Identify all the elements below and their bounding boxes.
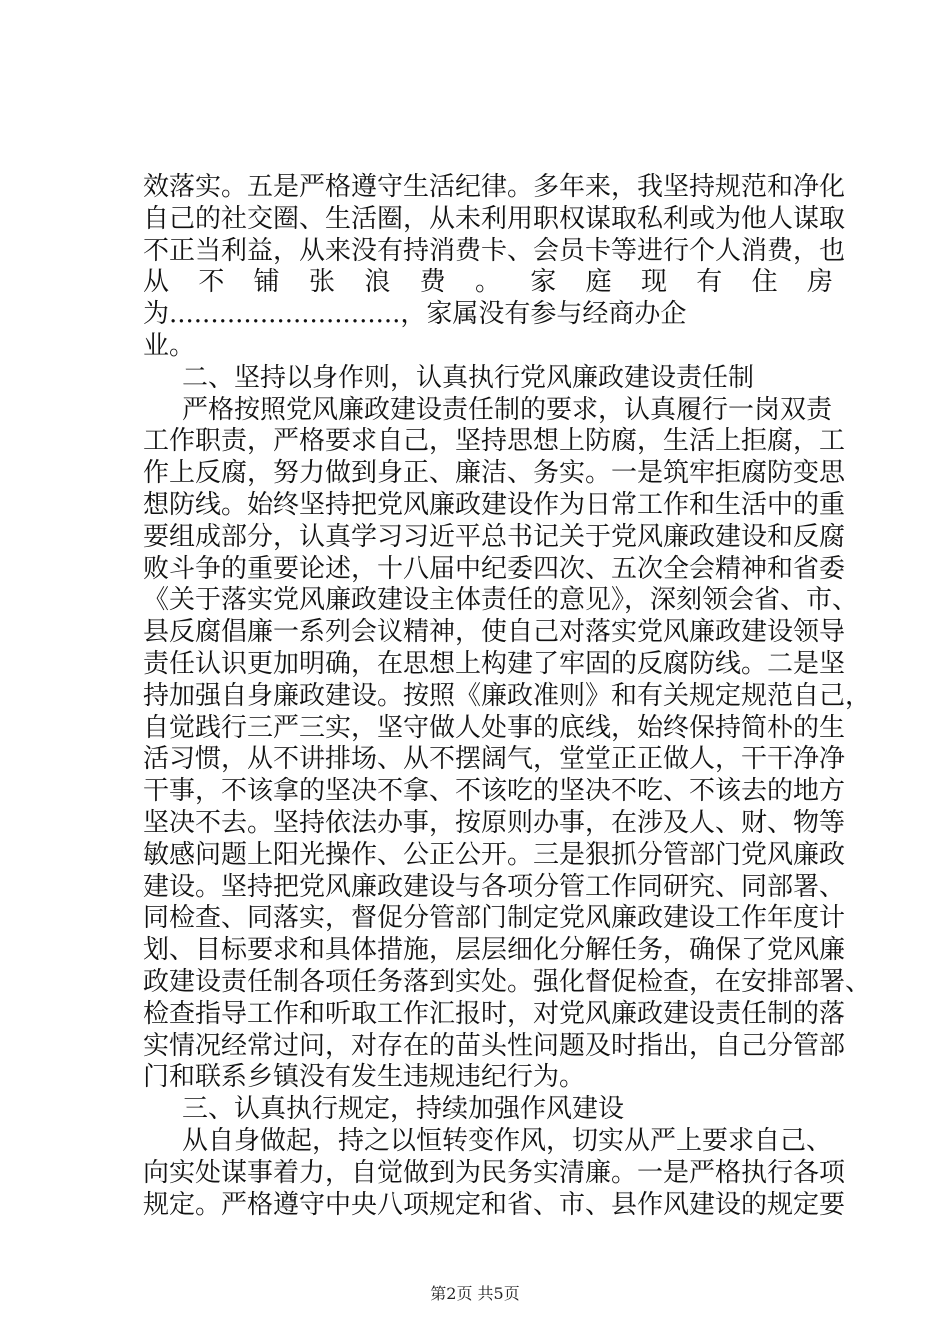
text-line: 门和联系乡镇没有发生违规违纪行为。 xyxy=(143,1062,586,1093)
char: 现 xyxy=(640,267,667,298)
char: 。 xyxy=(474,267,501,298)
text-line: 政建设责任制各项任务落到实处。强化督促检查，在安排部署、 xyxy=(143,966,872,997)
section-heading: 三、认真执行规定，持续加强作风建设 xyxy=(182,1094,625,1125)
text-line: 想防线。始终坚持把党风廉政建设作为日常工作和生活中的重 xyxy=(143,489,846,520)
text-line: 向实处谋事着力，自觉做到为民务实清廉。一是严格执行各项 xyxy=(143,1157,846,1188)
text-line: 敏感问题上阳光操作、公正公开。三是狠抓分管部门党风廉政 xyxy=(143,839,846,870)
text-line: 坚决不去。坚持依法办事，按原则办事，在涉及人、财、物等 xyxy=(143,807,846,838)
text-line: 为............................，家属没有参与经商办企 xyxy=(143,299,687,330)
text-line: 从自身做起，持之以恒转变作风，切实从严上要求自己、 xyxy=(182,1125,833,1156)
text-line: 实情况经常过问，对存在的苗头性问题及时指出，自己分管部 xyxy=(143,1030,846,1061)
char: 费 xyxy=(419,267,446,298)
text-line: 责任认识更加明确，在思想上构建了牢固的反腐防线。二是坚 xyxy=(143,648,846,679)
char: 住 xyxy=(751,267,778,298)
text-line: 规定。严格遵守中央八项规定和省、市、县作风建设的规定要 xyxy=(143,1189,846,1220)
text-line: 同检查、同落实，督促分管部门制定党风廉政建设工作年度计 xyxy=(143,903,846,934)
text-line: 活习惯，从不讲排场、从不摆阔气，堂堂正正做人，干干净净 xyxy=(143,744,846,775)
text-line: 建设。坚持把党风廉政建设与各项分管工作同研究、同部署、 xyxy=(143,871,846,902)
text-line: 县反腐倡廉一系列会议精神，使自己对落实党风廉政建设领导 xyxy=(143,617,846,648)
text-line: 作上反腐，努力做到身正、廉洁、务实。一是筑牢拒腐防变思 xyxy=(143,458,846,489)
char: 从 xyxy=(143,267,170,298)
char: 不 xyxy=(198,267,225,298)
char: 张 xyxy=(308,267,335,298)
page-number: 第2页 共5页 xyxy=(430,1284,520,1303)
char: 房 xyxy=(806,267,833,298)
text-line: 工作职责，严格要求自己，坚持思想上防腐，生活上拒腐，工 xyxy=(143,426,846,457)
text-line: 划、目标要求和具体措施，层层细化分解任务，确保了党风廉 xyxy=(143,935,846,966)
section-heading: 二、坚持以身作则，认真执行党风廉政建设责任制 xyxy=(182,362,755,393)
paragraph xyxy=(143,1125,846,1221)
text-line: 严格按照党风廉政建设责任制的要求，认真履行一岗双责 xyxy=(182,394,833,425)
document-body xyxy=(143,172,872,1221)
char: 浪 xyxy=(364,267,391,298)
text-line: 自觉践行三严三实，坚守做人处事的底线，始终保持简朴的生 xyxy=(143,712,846,743)
text-line: 《关于落实党风廉政建设主体责任的意见》，深刻领会省、市、 xyxy=(143,585,859,616)
text-line: 业。 xyxy=(143,330,196,361)
justified-text-line xyxy=(143,267,833,299)
text-line: 不正当利益，从来没有持消费卡、会员卡等进行个人消费，也 xyxy=(143,235,846,266)
text-line: 败斗争的重要论述，十八届中纪委四次、五次全会精神和省委 xyxy=(143,553,846,584)
text-line: 自己的社交圈、生活圈，从未利用职权谋取私利或为他人谋取 xyxy=(143,203,846,234)
text-line: 检查指导工作和听取工作汇报时，对党风廉政建设责任制的落 xyxy=(143,998,846,1029)
text-line: 要组成部分，认真学习习近平总书记关于党风廉政建设和反腐 xyxy=(143,521,846,552)
text-line: 效落实。五是严格遵守生活纪律。多年来，我坚持规范和净化 xyxy=(143,172,846,202)
text-line: 持加强自身廉政建设。按照《廉政准则》和有关规定规范自己， xyxy=(143,680,872,711)
char: 家 xyxy=(530,267,557,298)
page-footer xyxy=(0,1281,950,1304)
char: 铺 xyxy=(253,267,280,298)
paragraph xyxy=(143,394,872,1095)
char: 有 xyxy=(696,267,723,298)
char: 庭 xyxy=(585,267,612,298)
text-line: 干事，不该拿的坚决不拿、不该吃的坚决不吃、不该去的地方 xyxy=(143,776,846,807)
